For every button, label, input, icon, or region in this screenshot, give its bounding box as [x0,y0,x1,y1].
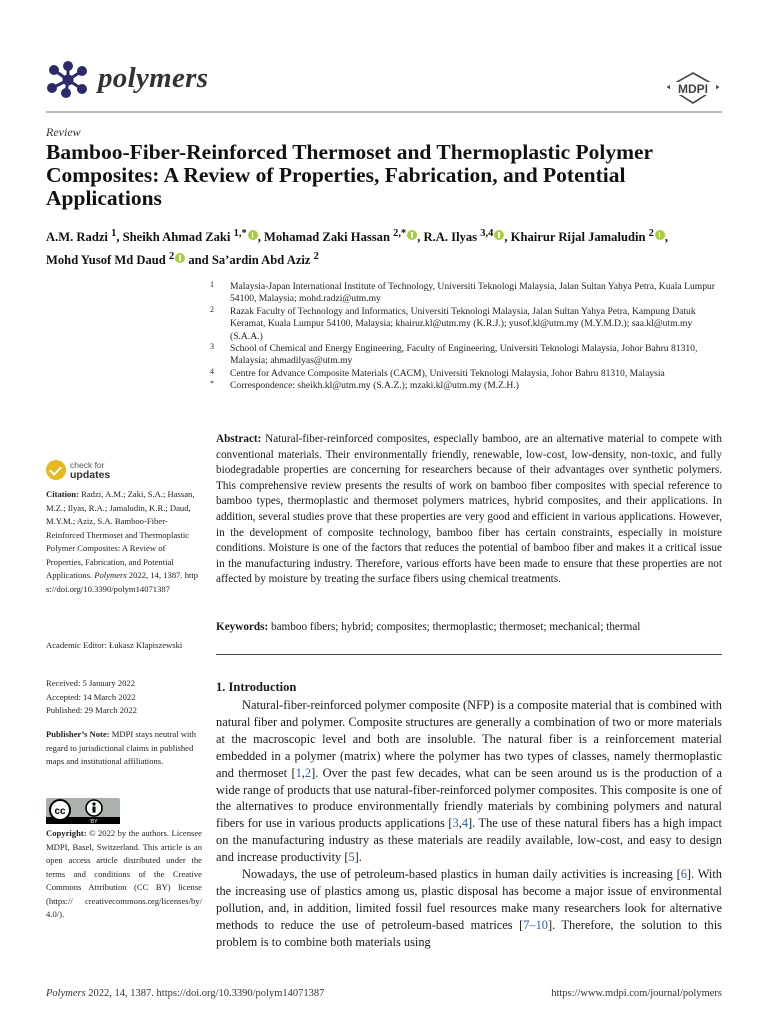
correspondence: * Correspondence: sheikh.kl@utm.my (S.A.Z.); mzaki.kl@utm.my (M.Z.H.) [210,379,519,392]
author-conjunction: and [188,253,209,268]
citation-link[interactable]: 7–10 [523,917,548,932]
citation-block [46,488,202,596]
publisher-note-text: MDPI stays neutral with regard to jurisdictional claims in published maps and institutional affiliations. [46,729,196,766]
citation-link[interactable]: 6 [680,867,687,882]
author-name[interactable]: Sheikh Ahmad Zaki [122,230,231,245]
citation-link[interactable]: 2 [304,765,312,780]
author-name[interactable]: Mohd Yusof Md Daud [46,253,166,268]
article-title: Bamboo-Fiber-Reinforced Thermoset and Thermoplastic Polymer Composites: A Review of Properties, Fabrication, and Potential Applications [46,140,653,210]
author-affil-sup: 2 [648,228,654,239]
published-date: Published: 29 March 2022 [46,705,137,715]
author-affil-sup: 2 [313,251,319,263]
citation-link[interactable]: 5 [348,850,355,865]
author-affil-sup: 3,4 [480,228,494,239]
section-divider [216,654,722,655]
cc-by-license-icon[interactable] [46,798,120,824]
citation-label: Citation: [46,489,79,499]
abstract-label: Abstract: [216,433,262,445]
svg-text:cc: cc [54,806,66,817]
author-name[interactable]: Mohamad Zaki Hassan [264,230,390,245]
citation-link[interactable]: 1 [295,765,302,780]
author-name[interactable]: R.A. Ilyas [423,230,478,245]
check-for-label: check for [70,460,105,470]
section-heading: 1. Introduction [216,680,297,694]
orcid-icon[interactable] [407,230,417,240]
citation-doi-link[interactable]: https://doi.org/10.3390/polym14071387 [46,570,199,594]
check-icon [46,460,66,480]
publisher-note [46,728,202,769]
paragraph: Natural-fiber-reinforced polymer composite (NFP) is a composite material that is combined with natural fiber and polymer. Composite structures are generally a combination of two or more materials at the macroscopic level and both are insoluble. The natural fiber is a reinforcement material embedded in a polymer (matrix) where the polymer has two types of classes, namely thermoplastic and thermoset [1,2]. Over the past few decades, what can be seen around us is the production of a wide range of products that use natural-fiber-reinforced polymer composites. This composite is one of the alternatives to produce environmentally friendly materials by combining polymers and natural fibers for use in various products applications [3,4]. The use of these natural fibers has a high impact on the manufacturing industry as these materials are readily available, low-cost, and easy to design and increase productivity [5]. [216,698,723,865]
copyright-text: © 2022 by the authors. Licensee MDPI, Basel, Switzerland. This article is an open access article distributed under the terms and conditions of the Creative Commons Attribution (CC BY) license (https:// creativecommons.org/licenses/by/ 4.0/). [46,828,202,919]
publisher-note-label: Publisher’s Note: [46,729,110,739]
orcid-icon[interactable] [175,253,185,263]
footer-journal: Polymers [46,988,86,999]
citation-link[interactable]: 3 [452,816,459,831]
received-date: Received: 5 January 2022 [46,678,136,688]
citation-journal: Polymers [94,570,127,580]
abstract [216,432,722,588]
author-name[interactable]: Khairur Rijal Jamaludin [510,230,646,245]
affiliation-item: 4 Centre for Advance Composite Materials (CACM), Universiti Teknologi Malaysia, Johor Bahru 81310, Malaysia [210,366,665,379]
updates-label: updates [70,469,111,481]
author-affil-sup: 1,* [233,228,247,239]
accepted-date: Accepted: 14 March 2022 [46,691,136,702]
footer-citation-text[interactable]: 2022, 14, 1387. https://doi.org/10.3390/polym14071387 [88,988,325,999]
copyright-label: Copyright: [46,828,87,838]
affiliation-item: 1 Malaysia-Japan International Institute of Technology, Universiti Teknologi Malaysia, Jalan Sultan Yahya Petra, Kuala Lumpur 54100, Malaysia; mohd.radzi@utm.my [210,280,715,305]
polymers-logo-icon [46,60,92,100]
orcid-icon[interactable] [494,230,504,240]
affiliations [210,281,722,393]
author-list: A.M. Radzi $^1$, Sheikh Ahmad Zaki $^{1,*}$ , Mohamad Zaki Hassan $^{2,*}$ , R.A. Ilyas $^{3,4}$ , Khairur Rijal Jamaludin $^2$ , Mohd Yusof Md Daud $^2$ and Sa’ardin Abd Aziz $^2$ [46,228,669,268]
author-name[interactable]: Sa’ardin Abd Aziz [211,253,311,268]
author-name[interactable]: A.M. Radzi [46,230,108,245]
paragraph: Nowadays, the use of petroleum-based plastics in human daily activities is increasing [6]. With the increasing use of plastics among us, plastic disposal has become a major issue of environmental pollution, and, in addition, limited fossil fuel resources make many researchers look for alternative methods to reduce the use of petroleum-based matrices [7–10]. Therefore, the solution to this problem is to combine both materials using [216,867,722,949]
affiliation-item: 2 Razak Faculty of Technology and Informatics, Universiti Teknologi Malaysia, Jalan Sultan Yahya Petra, Kampung Datuk Keramat, Kuala Lumpur 54100, Malaysia; khairur.kl@utm.my (K.R.J.); yusof.kl@utm.my (M.Y.M.D.); saa.kl@utm.my (S.A.A.) [210,304,696,342]
citation-text: Radzi, A.M.; Zaki, S.A.; Hassan, M.Z.; Ilyas, R.A.; Jamaludin, K.R.; Daud, M.Y.M.; Aziz, S.A. Bamboo-Fiber-Reinforced Thermoset and Thermoplastic Polymer Composites: A Review of Properties, Fabrication, and Potential Applications. [46,489,195,580]
copyright-block [46,827,202,922]
orcid-icon[interactable] [248,230,258,240]
keywords-label: Keywords: [216,621,269,633]
footer-journal-url[interactable]: https://www.mdpi.com/journal/polymers [551,988,722,999]
affiliation-item: 3 School of Chemical and Energy Engineering, Faculty of Engineering, Universiti Teknologi Malaysia, Johor Bahru 81310, Malaysia; ahmadilyas@utm.my [210,342,698,367]
footer-citation [46,988,324,999]
intro-body [216,697,722,951]
citation-year-vol: 2022, 14, 1387. [128,570,183,580]
abstract-text: Natural-fiber-reinforced composites, especially bamboo, are an alternative material to compete with conventional materials. Their environmentally friendly, renewable, low-cost, low-density, non-toxic, and fully biodegradable properties are concerning for researchers because of their advantages over synthetic polymers. This comprehensive review presents the results of work on bamboo fiber composites with special reference to bamboo types, thermoplastic and thermoset polymers matrices, hybrid composites, and their applications. In addition, several studies prove that these properties are very good and efficient in various applications. However, in the development of composite technology, bamboo fiber has certain constraints, especially in moisture conditions. Moisture is one of the factors that reduces the potential of bamboo fiber and makes it a critical issue in the manufacturing industry. Therefore, various efforts have been made to ensure that these properties are not affected by moisture by treating the surface fibers using chemical treatments. [216,433,722,586]
author-affil-sup: 1 [111,228,117,239]
mdpi-logo-icon [664,71,722,105]
author-affil-sup: 2,* [393,228,407,239]
cc-by-text: BY [90,819,98,824]
header-rule [46,111,722,113]
keywords [216,620,722,636]
journal-name: polymers [98,62,209,94]
academic-editor: Academic Editor: Łukasz Klapiszewski [46,640,183,650]
check-for-updates-badge[interactable] [46,460,196,486]
author-affil-sup: 2 [168,251,175,263]
article-type: Review [46,125,81,139]
orcid-icon[interactable] [655,230,665,240]
dates-block [46,677,202,718]
citation-link[interactable]: 4 [461,816,469,831]
mdpi-logo-text: MDPI [678,82,708,96]
keywords-text: bamboo fibers; hybrid; composites; thermoplastic; thermoset; mechanical; thermal [271,621,641,633]
